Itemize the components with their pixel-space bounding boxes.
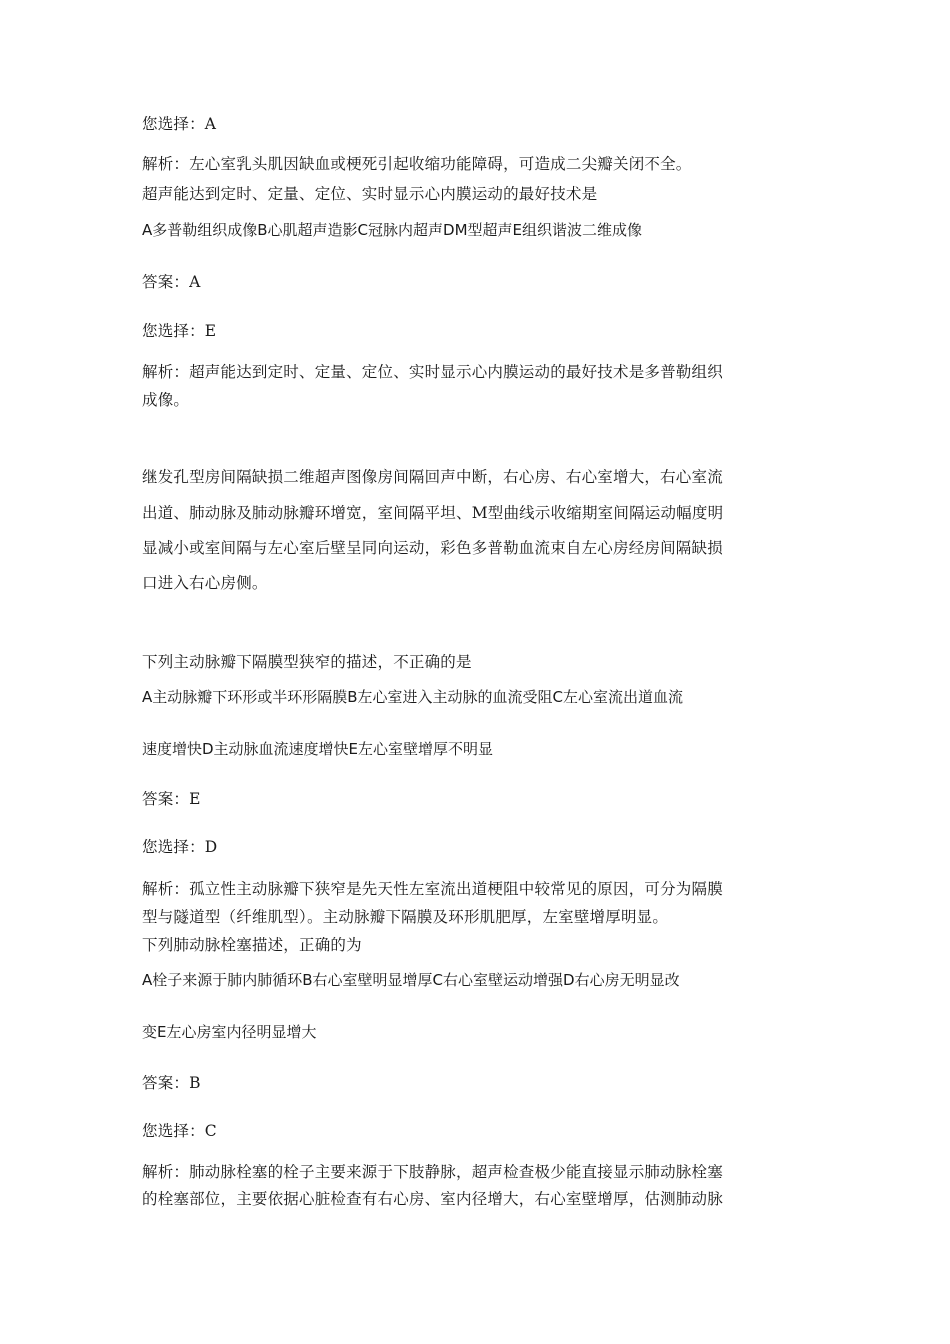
question-line: 下列主动脉瓣下隔膜型狭窄的描述，不正确的是 [142,653,472,671]
answer-line: 答案：A [142,273,201,291]
paragraph-line: 显减小或室间隔与左心室后壁呈同向运动，彩色多普勒血流束自左心房经房间隔缺损 [142,539,723,557]
your-choice-line: 您选择：D [142,838,218,856]
analysis-line-cont: 成像。 [142,391,190,409]
paragraph-line: 口进入右心房侧。 [142,574,268,592]
analysis-line-cont: 型与隧道型（纤维肌型）。主动脉瓣下隔膜及环形肌肥厚，左室壁增厚明显。 [142,908,669,926]
analysis-line: 解析：孤立性主动脉瓣下狭窄是先天性左室流出道梗阻中较常见的原因，可分为隔膜 [142,880,723,898]
options-line: A栓子来源于肺内肺循环B右心室壁明显增厚C右心室壁运动增强D右心房无明显改 [142,971,680,989]
analysis-line: 解析：肺动脉栓塞的栓子主要来源于下肢静脉，超声检查极少能直接显示肺动脉栓塞 [142,1163,723,1181]
your-choice-line: 您选择：C [142,1122,217,1140]
options-line: A多普勒组织成像B心肌超声造影C冠脉内超声DM型超声E组织谐波二维成像 [142,221,642,239]
your-choice-line: 您选择：E [142,322,217,340]
answer-line: 答案：B [142,1074,201,1092]
paragraph-line: 出道、肺动脉及肺动脉瓣环增宽，室间隔平坦、M型曲线示收缩期室间隔运动幅度明 [142,504,724,522]
options-line-cont: 速度增快D主动脉血流速度增快E左心室壁增厚不明显 [142,740,494,758]
question-line: 下列肺动脉栓塞描述，正确的为 [142,936,362,954]
question-line: 超声能达到定时、定量、定位、实时显示心内膜运动的最好技术是 [142,185,598,203]
analysis-line: 解析：左心室乳头肌因缺血或梗死引起收缩功能障碍，可造成二尖瓣关闭不全。 [142,155,692,173]
options-line-cont: 变E左心房室内径明显增大 [142,1023,317,1041]
your-choice-line: 您选择：A [142,115,217,133]
options-line: A主动脉瓣下环形或半环形隔膜B左心室进入主动脉的血流受阻C左心室流出道血流 [142,688,684,706]
answer-line: 答案：E [142,790,201,808]
analysis-line-cont: 的栓塞部位，主要依据心脏检查有右心房、室内径增大，右心室壁增厚，估测肺动脉 [142,1190,723,1208]
paragraph-line: 继发孔型房间隔缺损二维超声图像房间隔回声中断，右心房、右心室增大，右心室流 [142,468,723,486]
analysis-line: 解析：超声能达到定时、定量、定位、实时显示心内膜运动的最好技术是多普勒组织 [142,363,723,381]
